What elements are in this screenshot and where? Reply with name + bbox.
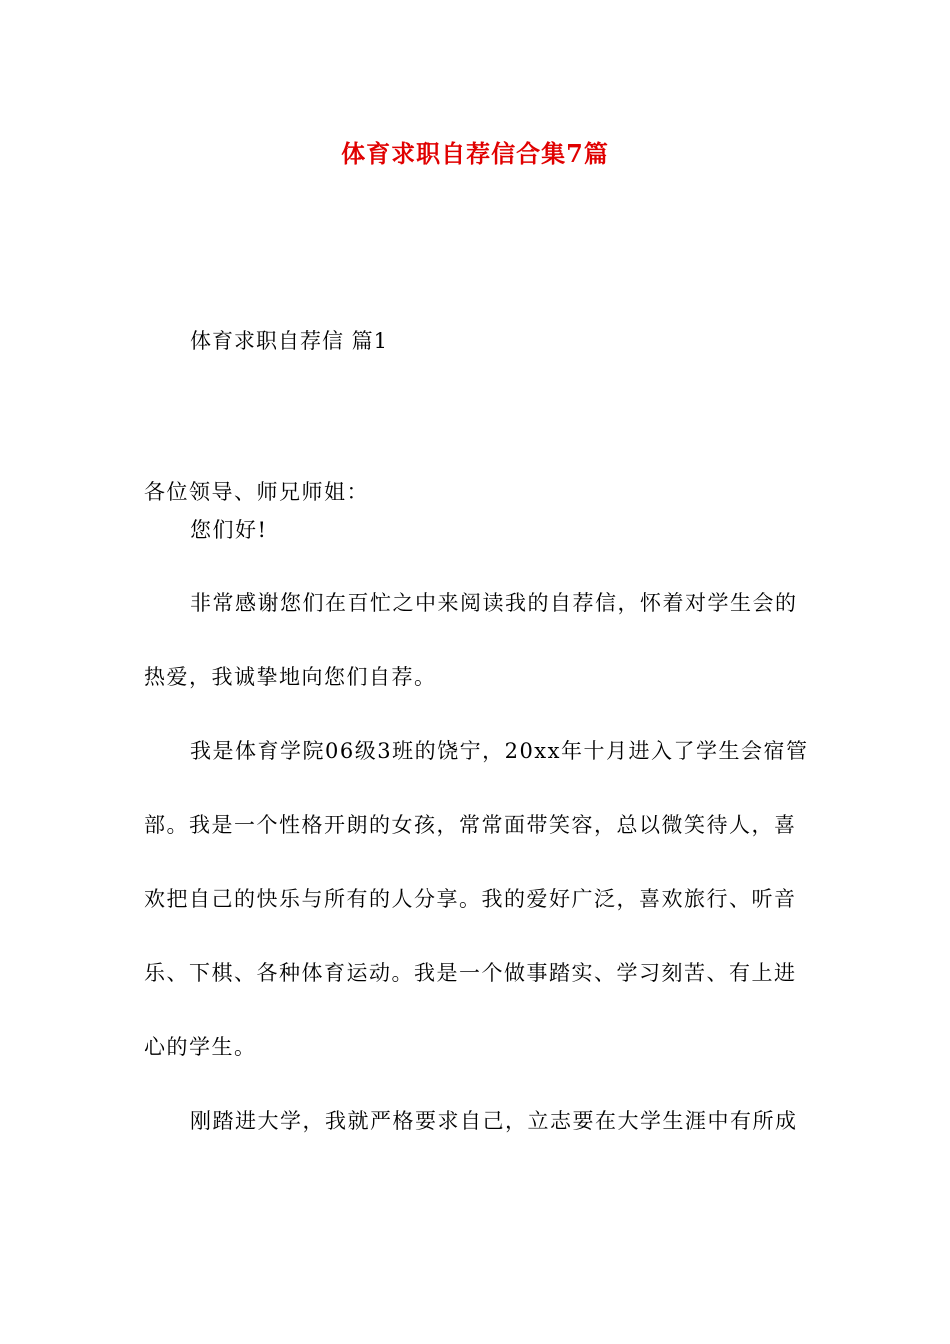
- paragraph-line: 非常感谢您们在百忙之中来阅读我的自荐信，怀着对学生会的: [190, 591, 798, 615]
- greeting: 您们好!: [190, 518, 268, 542]
- section-heading: 体育求职自荐信 篇1: [190, 329, 389, 353]
- paragraph-line: 乐、下棋、各种体育运动。我是一个做事踏实、学习刻苦、有上进: [144, 961, 797, 985]
- paragraph: [144, 585, 808, 733]
- document-title: 体育求职自荐信合集7篇: [341, 139, 609, 168]
- paragraph-line: 热爱，我诚挚地向您们自荐。: [144, 665, 437, 689]
- paragraph-line: 心的学生。: [144, 1035, 257, 1059]
- paragraph-line: 我是体育学院06级3班的饶宁，20xx年十月进入了学生会宿管: [190, 739, 809, 763]
- paragraph-line: 欢把自己的快乐与所有的人分享。我的爱好广泛，喜欢旅行、听音: [144, 887, 797, 911]
- salutation: 各位领导、师兄师姐：: [144, 480, 369, 504]
- paragraph: [144, 1103, 808, 1177]
- letter-body: [144, 474, 808, 1177]
- paragraph: [144, 733, 808, 1103]
- paragraph-line: 部。我是一个性格开朗的女孩，常常面带笑容，总以微笑待人，喜: [144, 813, 797, 837]
- paragraph-line: 刚踏进大学，我就严格要求自己，立志要在大学生涯中有所成: [190, 1109, 798, 1133]
